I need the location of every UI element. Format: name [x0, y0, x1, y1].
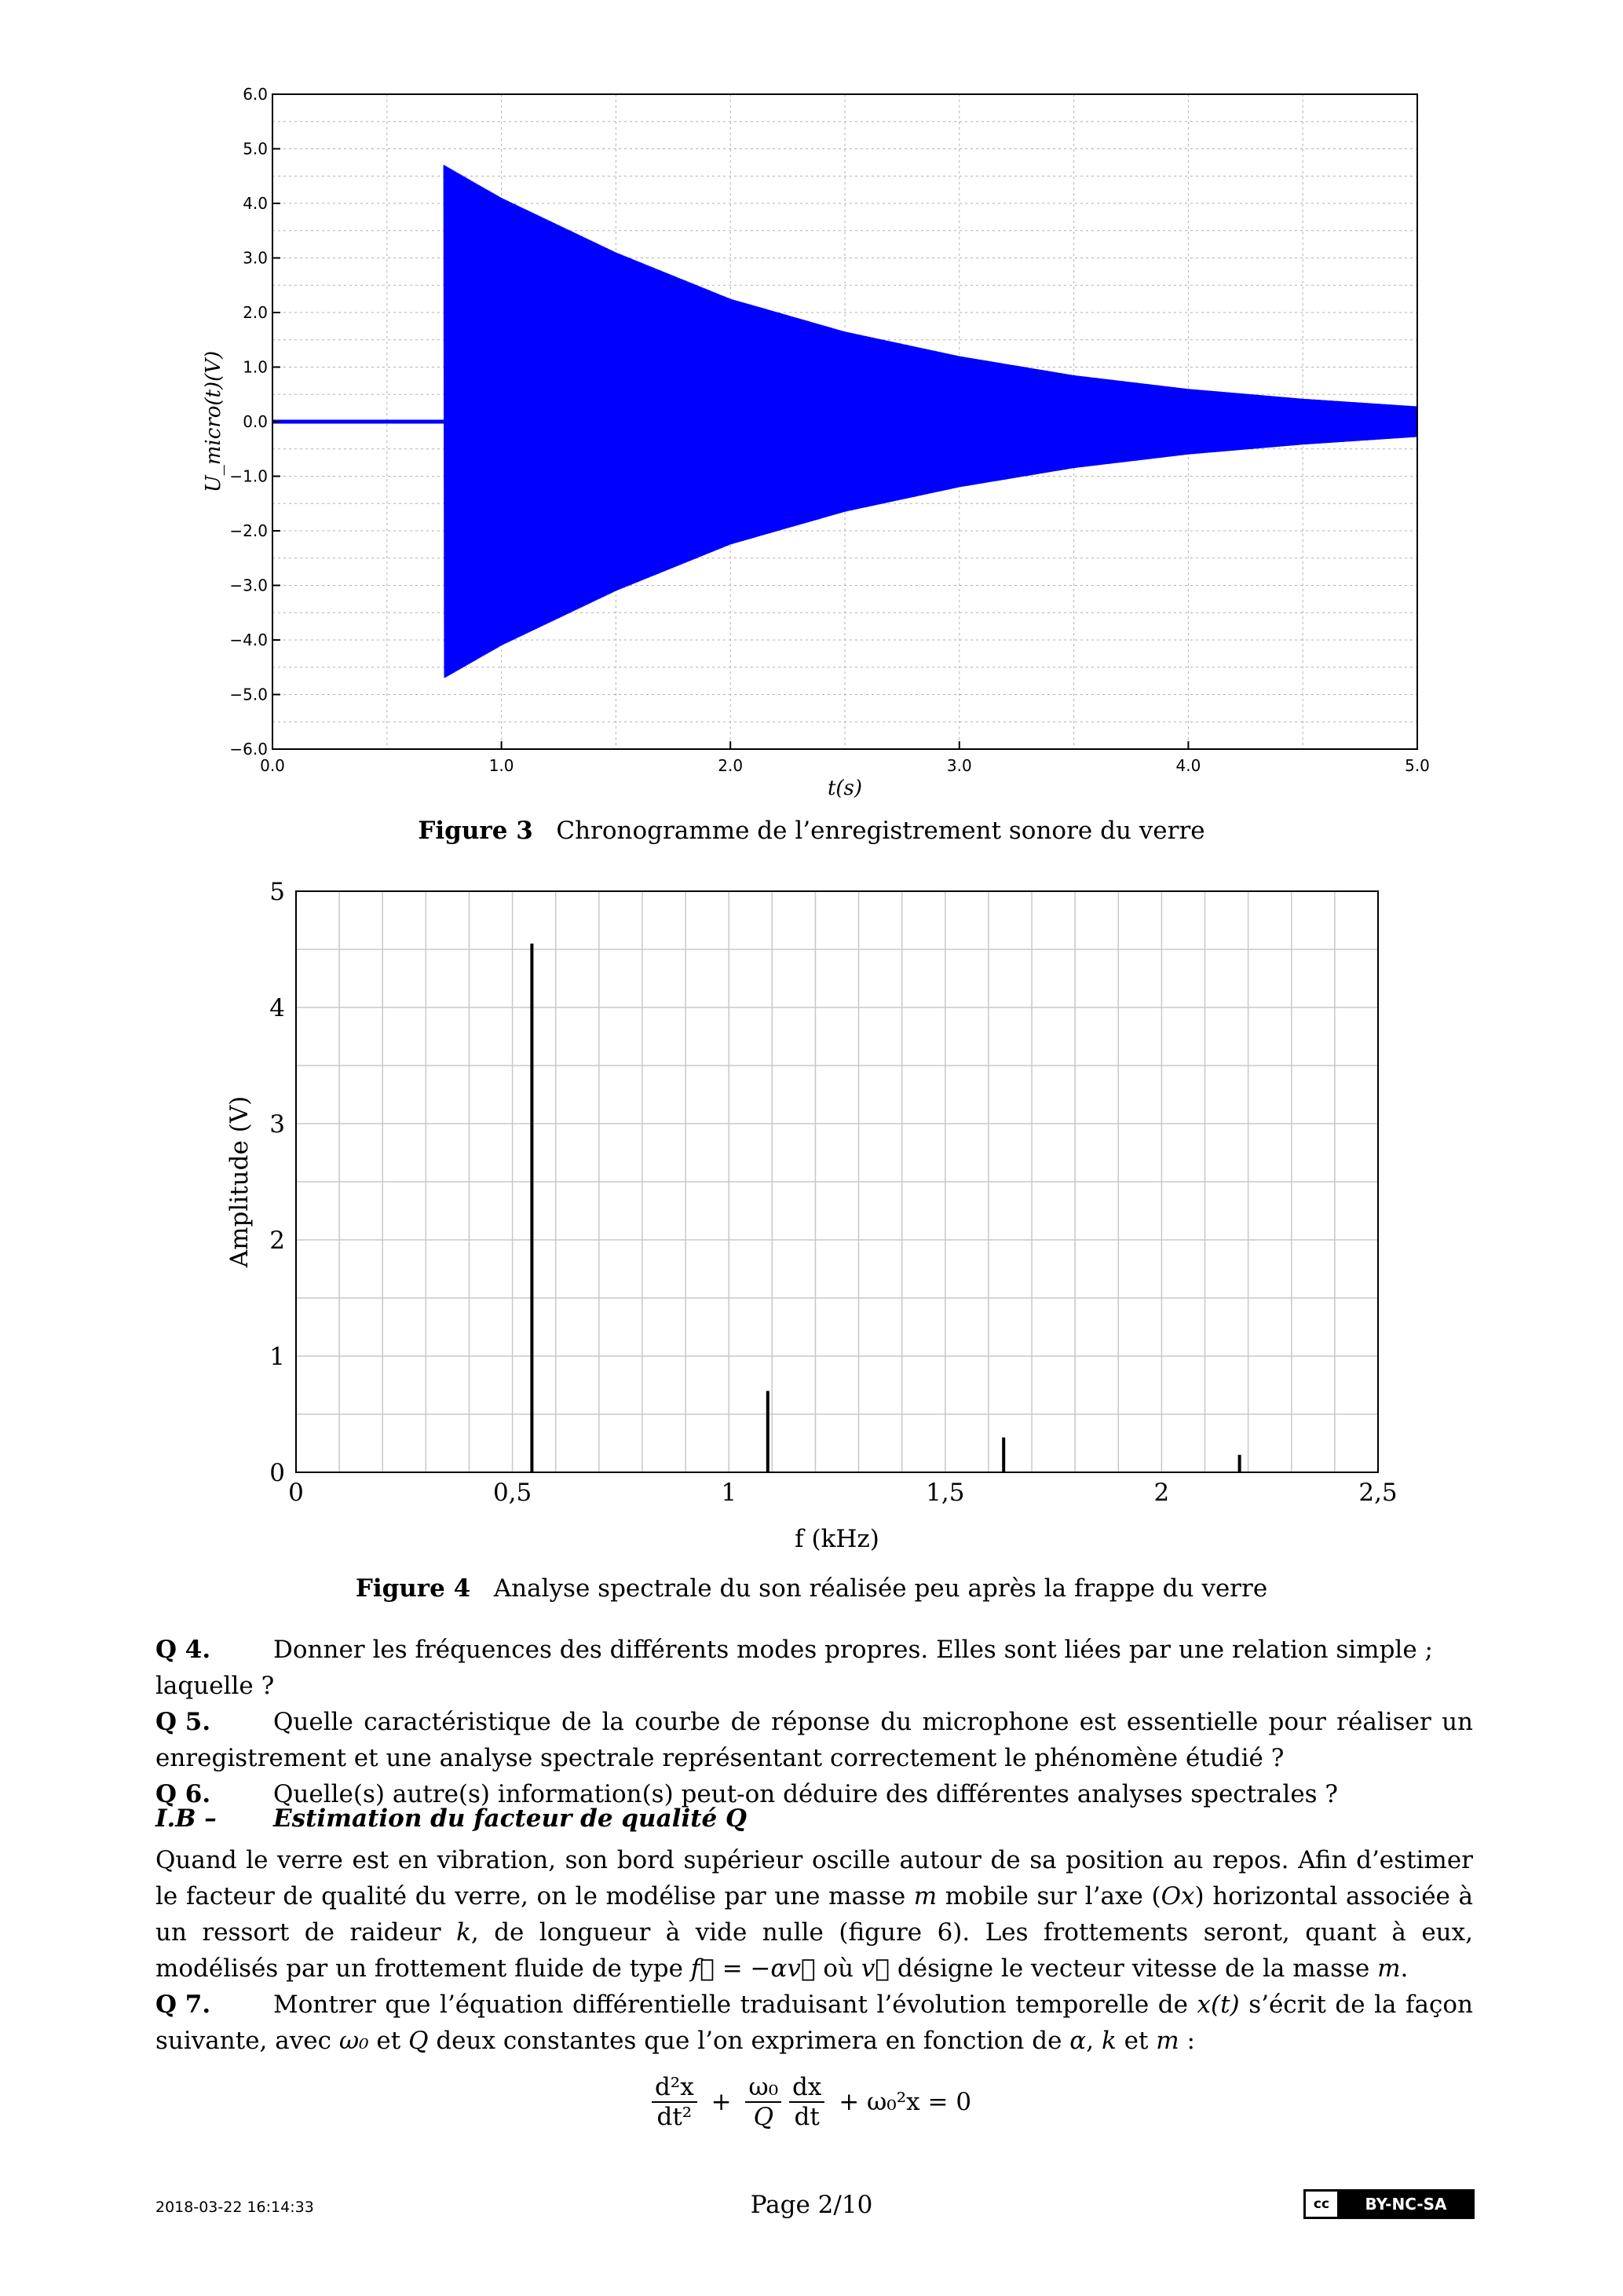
question-label: Q 7.	[155, 1991, 211, 2019]
equation-tail: + ω₀²x = 0	[839, 2088, 972, 2116]
figure4-ticks	[269, 878, 1397, 1507]
fraction-numerator: d²x	[652, 2073, 697, 2103]
fraction-denominator: dt²	[656, 2103, 693, 2131]
equation-fraction	[745, 2073, 781, 2131]
q7-text: deux constantes que l’on exprimera en fonction de	[428, 2027, 1070, 2055]
x-tick-label: 1,5	[926, 1479, 965, 1507]
x-tick-label: 3.0	[946, 756, 972, 775]
y-tick-label: 2.0	[243, 303, 268, 322]
fraction-numerator: ω₀	[745, 2073, 781, 2103]
x-tick-label: 1.0	[488, 756, 514, 775]
question-text: Quelle caractéristique de la courbe de réponse du microphone est essentielle pour réaliser un enregistrement et une analyse spectrale représentant correctement le phénomène étudié ?	[155, 1708, 1473, 1772]
footer-page-number: Page 2/10	[750, 2191, 873, 2219]
var-m: m	[913, 1882, 938, 1910]
questions-block	[155, 1632, 1473, 1812]
section-heading	[155, 1804, 747, 1833]
q7-text: et	[1116, 2027, 1157, 2055]
paragraph-text: où	[815, 1954, 861, 1983]
license-text: BY-NC-SA	[1340, 2192, 1472, 2217]
y-tick-label: −2.0	[229, 521, 268, 540]
differential-equation	[0, 2073, 1623, 2131]
var-alpha: α	[1069, 2027, 1087, 2055]
paragraph-text: Quand le verre est en vibration, son bord supérieur oscille autour de sa position au repos. Afin d’estimer le facteur de qualité du verre, on le modélise par une masse	[155, 1846, 1473, 1910]
cc-logo-icon: cc	[1306, 2192, 1340, 2217]
paragraph-text: mobile sur l’axe (	[937, 1882, 1161, 1910]
figure3-chart	[188, 79, 1445, 809]
velocity-vector: v⃗	[861, 1954, 890, 1983]
figure4-caption	[0, 1574, 1623, 1603]
question-label: Q 5.	[155, 1708, 211, 1736]
x-tick-label: 2.0	[718, 756, 744, 775]
var-k: k	[456, 1918, 471, 1947]
y-tick-label: 3.0	[243, 248, 268, 268]
license-badge	[1303, 2189, 1475, 2219]
q7-text: Montrer que l’équation différentielle traduisant l’évolution temporelle de	[273, 1991, 1197, 2019]
footer-timestamp: 2018-03-22 16:14:33	[155, 2199, 314, 2216]
x-tick-label: 0,5	[492, 1479, 532, 1507]
var-q: Q	[408, 2027, 429, 2055]
y-tick-label: 6.0	[243, 85, 268, 104]
q7-text: et	[368, 2027, 409, 2055]
y-tick-label: −6.0	[229, 740, 268, 759]
y-tick-label: −4.0	[229, 631, 268, 649]
x-tick-label: 0	[288, 1479, 304, 1507]
x-tick-label: 5.0	[1405, 756, 1430, 775]
paragraph-text: désigne le vecteur vitesse de la masse	[890, 1954, 1378, 1983]
var-ox: Ox	[1161, 1882, 1195, 1910]
equation-fraction	[652, 2073, 697, 2131]
figure3-caption-text: Chronogramme de l’enregistrement sonore du verre	[556, 817, 1205, 845]
question-text: Quelle(s) autre(s) information(s) peut-on déduire des différentes analyses spectrales ?	[273, 1780, 1339, 1808]
signal-oscillation	[444, 165, 1417, 678]
y-tick-label: 5	[269, 878, 285, 906]
fraction-denominator: Q	[753, 2103, 773, 2131]
question-label: Q 4.	[155, 1636, 211, 1664]
question-label: Q 6.	[155, 1780, 211, 1808]
question-4	[155, 1632, 1473, 1704]
figure4-caption-text: Analyse spectrale du son réalisée peu après la frappe du verre	[493, 1574, 1268, 1603]
x-tick-label: 4.0	[1175, 756, 1201, 775]
y-tick-label: 3	[269, 1110, 285, 1139]
equation-fraction	[789, 2073, 824, 2131]
figure4-caption-label: Figure 4	[355, 1574, 471, 1603]
q7-text: ,	[1086, 2027, 1102, 2055]
y-tick-label: −1.0	[229, 466, 268, 486]
figure4-bars	[532, 944, 1239, 1472]
x-tick-label: 2	[1153, 1479, 1170, 1507]
figure3-caption-label: Figure 3	[418, 817, 533, 845]
y-tick-label: 0	[269, 1459, 285, 1487]
var-m: m	[1377, 1954, 1401, 1983]
x-tick-label: 1	[721, 1479, 737, 1507]
var-xt: x(t)	[1197, 1991, 1240, 2019]
y-tick-label: 1	[269, 1343, 285, 1371]
q7-text: s’écrit de la façon suivante, avec	[155, 1991, 1473, 2055]
y-tick-label: 1.0	[243, 357, 268, 377]
equation-operator: +	[711, 2088, 732, 2116]
q7-text: :	[1179, 2027, 1195, 2055]
var-k: k	[1101, 2027, 1117, 2055]
section-title: Estimation du facteur de qualité Q	[273, 1804, 748, 1833]
figure3-xlabel: t(s)	[827, 777, 863, 800]
fraction-denominator: dt	[794, 2103, 820, 2131]
y-tick-label: 5.0	[243, 139, 268, 159]
question-5	[155, 1704, 1473, 1776]
figure3-ylabel: U_micro(t)(V)	[202, 350, 225, 493]
var-m: m	[1156, 2027, 1179, 2055]
var-omega0: ω₀	[338, 2027, 369, 2055]
figure4-ylabel: Amplitude (V)	[225, 1095, 254, 1268]
x-tick-label: 0.0	[260, 756, 285, 775]
figure4-grid	[296, 891, 1378, 1472]
question-7	[155, 1987, 1473, 2059]
x-tick-label: 2,5	[1358, 1479, 1398, 1507]
y-tick-label: 2	[269, 1227, 285, 1255]
paragraph-text: .	[1400, 1954, 1409, 1983]
y-tick-label: 4	[269, 994, 285, 1022]
fraction-numerator: dx	[789, 2073, 824, 2103]
force-expression: f⃗ = −αv⃗	[690, 1954, 816, 1983]
y-tick-label: 0.0	[243, 412, 268, 431]
y-tick-label: −3.0	[229, 576, 268, 595]
y-tick-label: 4.0	[243, 194, 268, 213]
section-number: I.B –	[155, 1804, 217, 1833]
figure3-caption	[0, 817, 1623, 845]
figure4-xlabel: f (kHz)	[795, 1525, 879, 1553]
figure4-chart	[212, 872, 1421, 1570]
paragraph-text: , de longueur à vide nulle (figure 6). Les frottements seront, quant à eux, modélisés par un frottement fluide de type	[155, 1918, 1473, 1983]
section-paragraph	[155, 1842, 1473, 1987]
paragraph-text: ) horizontal associée à un ressort de raideur	[155, 1882, 1473, 1947]
question-text: Donner les fréquences des différents modes propres. Elles sont liées par une relation simple ; laquelle ?	[155, 1636, 1433, 1700]
y-tick-label: −5.0	[229, 685, 268, 704]
